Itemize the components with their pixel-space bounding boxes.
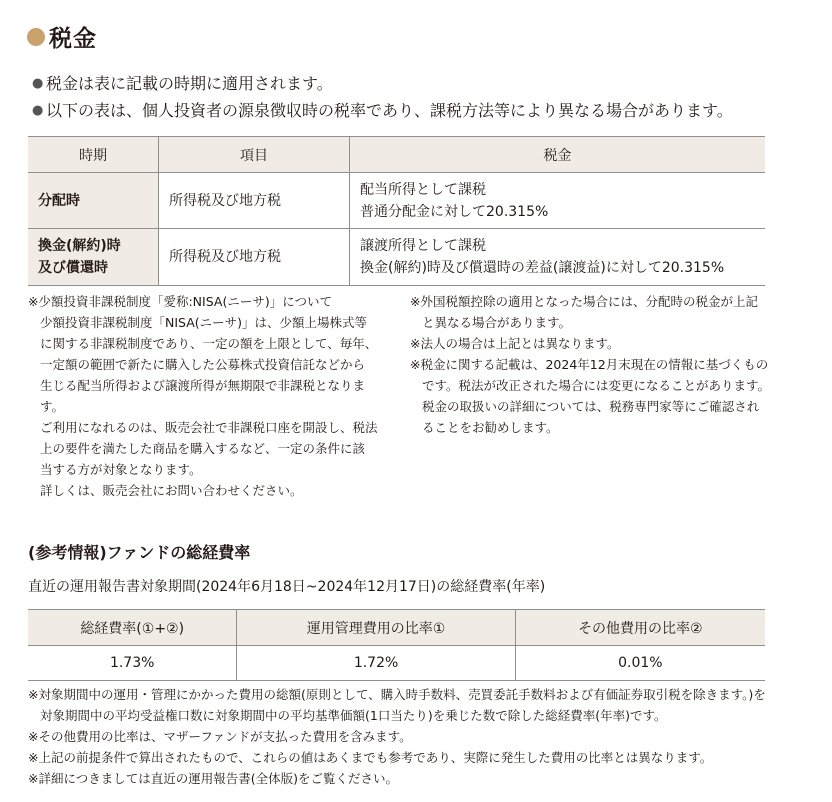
table-header-row: [28, 610, 765, 646]
footnote-item: ※対象期間中の運用・管理にかかった費用の総額(原則として、購入時手数料、売買委託手数料および有価証券取引税を除きます。)を対象期間中の平均受益権口数に対象期間中の平均基準価額(1口当たり)を乗じた数で除した総経費率(年率)です。: [28, 687, 766, 723]
footnotes: [28, 684, 768, 789]
bullet-item: ● 税金は表に記載の時期に適用されます。: [32, 70, 733, 97]
table-row: [28, 229, 765, 286]
intro-bullets: [32, 70, 733, 124]
bullet-dot-icon: ●: [32, 76, 44, 91]
tax-cell: 譲渡所得として課税 換金(解約)時及び償還時の差益(譲渡益)に対して20.315%: [350, 229, 766, 286]
reference-subtitle: 直近の運用報告書対象期間(2024年6月18日~2024年12月17日)の総経費率(年率): [28, 579, 546, 595]
tax-notes: [410, 291, 770, 438]
period-cell: 分配時: [28, 173, 159, 229]
table-row: [28, 646, 765, 681]
nisa-paragraph: 少額投資非課税制度「NISA(ニーサ)」は、少額上場株式等 に関する非課税制度であり、一定の額を上限として、毎年、 一定額の範囲で新たに購入した公募株式投資信託などから 生じる配当所得および譲渡所得が無期限で非課税となりま す。: [40, 315, 378, 414]
column-header: 総経費率(①+②): [28, 610, 237, 646]
item-cell: 所得税及び地方税: [159, 229, 350, 286]
tax-cell: 配当所得として課税 普通分配金に対して20.315%: [350, 173, 766, 229]
column-header: 時期: [28, 137, 159, 173]
bullet-dot-icon: ●: [32, 103, 44, 118]
expense-ratio-table: [28, 609, 765, 681]
footnote-item: ※詳細につきましては直近の運用報告書(全体版)をご覧ください。: [28, 771, 398, 786]
section-title: 税金: [27, 20, 97, 53]
column-header: その他費用の比率②: [515, 610, 765, 646]
note-item: ※法人の場合は上記とは異なります。: [410, 336, 620, 351]
column-header: 運用管理費用の比率①: [237, 610, 515, 646]
nisa-notes: [28, 291, 396, 501]
total-ratio-value: 1.73%: [28, 646, 237, 681]
nisa-paragraph: ご利用になれるのは、販売会社で非課税口座を開設し、税法 上の要件を満たした商品を購入するなど、一定の条件に該 当する方が対象となります。: [40, 420, 378, 477]
item-cell: 所得税及び地方税: [159, 173, 350, 229]
bullet-circle-icon: [27, 28, 45, 46]
footnote-item: ※その他費用の比率は、マザーファンドが支払った費用を含みます。: [28, 729, 412, 744]
column-header: 項目: [159, 137, 350, 173]
tax-table: [28, 136, 765, 286]
management-ratio-value: 1.72%: [237, 646, 515, 681]
column-header: 税金: [350, 137, 766, 173]
table-row: [28, 173, 765, 229]
period-cell: 換金(解約)時 及び償還時: [28, 229, 159, 286]
other-ratio-value: 0.01%: [515, 646, 765, 681]
bullet-item: ● 以下の表は、個人投資者の源泉徴収時の税率であり、課税方法等により異なる場合があります。: [32, 97, 733, 124]
note-item: ※税金に関する記載は、2024年12月末現在の情報に基づくものです。税法が改正された場合には変更になることがあります。税金の取扱いの詳細については、税務専門家等にご確認されることをお勧めします。: [410, 357, 771, 435]
footnote-item: ※上記の前提条件で算出されたもので、これらの値はあくまでも参考であり、実際に発生した費用の比率とは異なります。: [28, 750, 713, 765]
reference-title: (参考情報)ファンドの総経費率: [28, 543, 251, 562]
table-header-row: [28, 137, 765, 173]
nisa-paragraph: 詳しくは、販売会社にお問い合わせください。: [40, 483, 303, 498]
note-item: ※外国税額控除の適用となった場合には、分配時の税金が上記と異なる場合があります。: [410, 294, 758, 330]
nisa-heading: ※少額投資非課税制度「愛称:NISA(ニーサ)」について: [28, 294, 332, 309]
